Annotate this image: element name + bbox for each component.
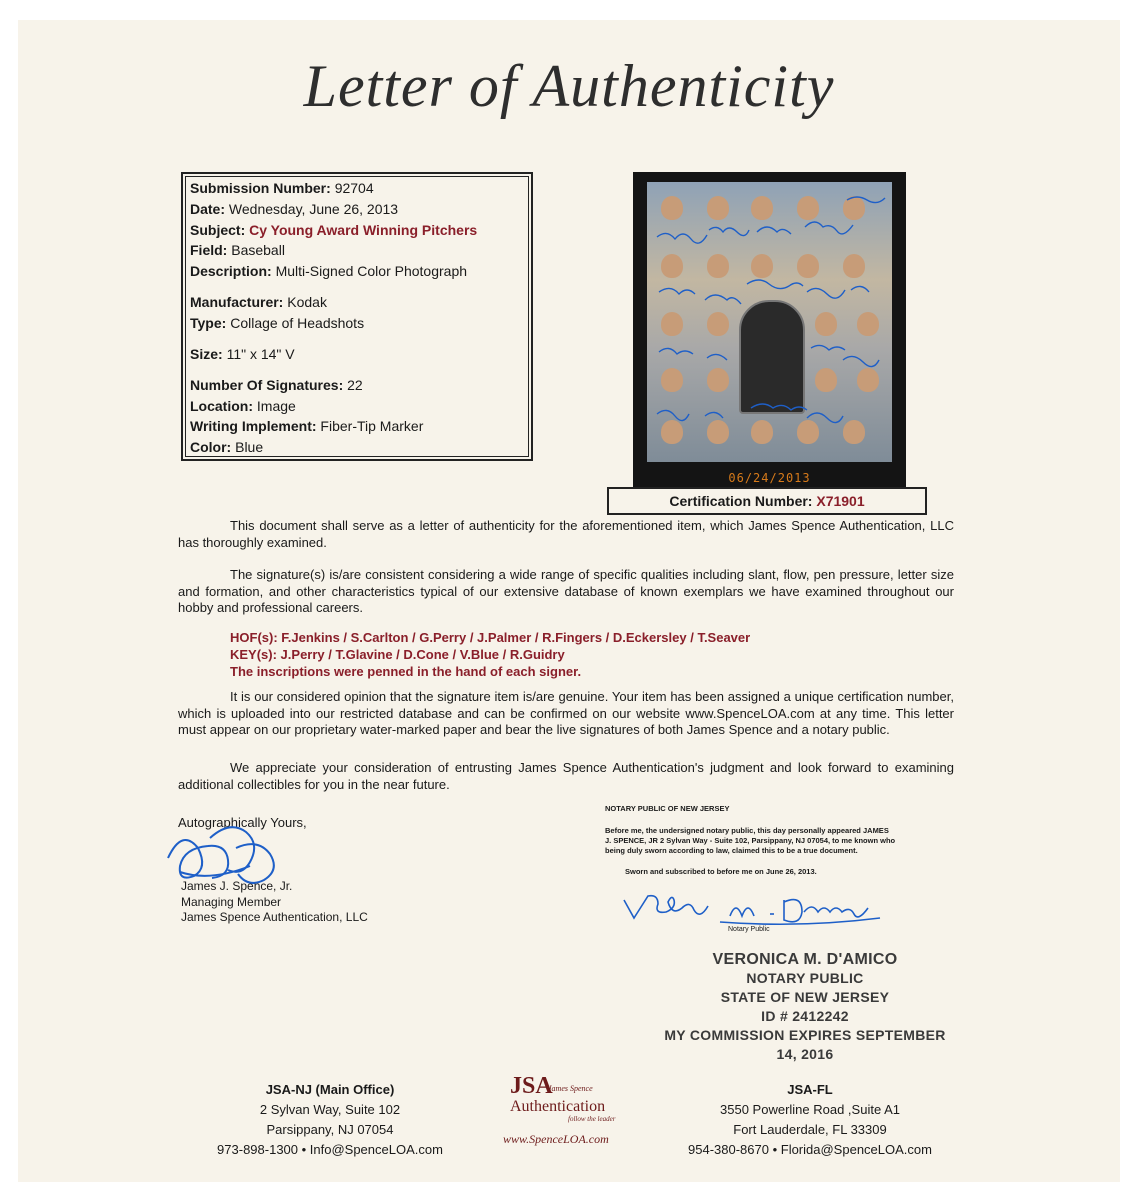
footer-nj-contact: 973-898-1300 • Info@SpenceLOA.com — [217, 1142, 443, 1157]
info-row-description: Description: Multi-Signed Color Photograph — [190, 263, 468, 279]
notary-heading: NOTARY PUBLIC OF NEW JERSEY — [605, 804, 730, 813]
info-row-submission-number: Submission Number: 92704 — [190, 180, 374, 196]
notary-stamp-state: STATE OF NEW JERSEY — [720, 989, 890, 1005]
notary-stamp-name: VERONICA M. D'AMICO — [712, 951, 898, 968]
notary-stamp-expiry: MY COMMISSION EXPIRES SEPTEMBER 14, 2016 — [664, 1027, 946, 1062]
inscriptions-note: The inscriptions were penned in the hand of each signer. — [230, 664, 582, 679]
autograph-inscriptions — [647, 182, 892, 462]
signer-details — [181, 879, 368, 926]
footer-fl-office — [680, 1080, 940, 1160]
jsa-logo — [488, 1074, 638, 1146]
notary-signature — [620, 888, 890, 930]
info-row-manufacturer: Manufacturer: Kodak — [190, 294, 327, 310]
page-title: Letter of Authenticity — [303, 53, 835, 119]
signer-role: Managing Member — [181, 894, 282, 909]
footer-nj-line1: 2 Sylvan Way, Suite 102 — [259, 1102, 401, 1117]
notary-statement: Before me, the undersigned notary public, this day personally appeared JAMES J. SPENCE, JR 2 Sylvan Way - Suite 102, Parsippany, NJ 07054, to me known who being duly sworn according to law, claimed this to be a true document. — [605, 826, 896, 855]
key-list: KEY(s): J.Perry / T.Glavine / D.Cone / V.Blue / R.Guidry — [230, 647, 565, 662]
footer-nj-line2: Parsippany, NJ 07054 — [266, 1122, 394, 1137]
notary-sworn-line: Sworn and subscribed to before me on June 26, 2013. — [625, 867, 817, 876]
photo-date-stamp: 06/24/2013 — [728, 471, 811, 485]
info-row-writing-implement: Writing Implement: Fiber-Tip Marker — [190, 418, 424, 434]
jsa-logo-website: www.SpenceLOA.com — [503, 1132, 609, 1146]
jsa-logo-auth: Authentication — [510, 1098, 606, 1115]
submission-info-inner — [185, 176, 529, 457]
info-row-date: Date: Wednesday, June 26, 2013 — [190, 201, 399, 217]
info-row-color: Color: Blue — [190, 439, 264, 455]
footer-fl-line1: 3550 Powerline Road ,Suite A1 — [720, 1102, 900, 1117]
notary-stamp-title: NOTARY PUBLIC — [746, 970, 864, 986]
headshot-collage — [647, 182, 892, 462]
info-row-type: Type: Collage of Headshots — [190, 315, 365, 331]
info-row-subject: Subject: Cy Young Award Winning Pitchers — [190, 222, 478, 238]
hof-list: HOF(s): F.Jenkins / S.Carlton / G.Perry / J.Palmer / R.Fingers / D.Eckersley / T.Seaver — [230, 630, 751, 645]
footer-fl-title: JSA-FL — [787, 1082, 833, 1097]
signoff-closing: Autographically Yours, — [178, 815, 307, 830]
item-photo — [633, 172, 906, 487]
signer-company: James Spence Authentication, LLC — [181, 910, 368, 924]
paragraph-opinion: It is our considered opinion that the signature item is/are genuine. Your item has been assigned a unique certification number, which is uploaded into our restricted database and can be confirmed on our website www.SpenceLOA.com at any time. This letter must appear on our proprietary water-marked paper and bear the live signatures of both James Spence and a notary public. — [178, 689, 954, 737]
submission-info-box — [181, 172, 533, 461]
info-row-size: Size: 11" x 14" V — [190, 346, 295, 362]
jsa-logo-tagline: follow the leader — [568, 1115, 616, 1123]
paragraph-intro: This document shall serve as a letter of authenticity for the aforementioned item, which James Spence Authentication, LLC has thoroughly examined. — [178, 518, 954, 550]
jsa-logo-sub: James Spence — [548, 1084, 593, 1093]
jsa-logo-main: JSA — [510, 1073, 553, 1099]
footer-nj-title: JSA-NJ (Main Office) — [265, 1082, 395, 1097]
info-row-field: Field: Baseball — [190, 242, 285, 258]
footer-fl-line2: Fort Lauderdale, FL 33309 — [733, 1122, 887, 1137]
notary-public-caption: Notary Public — [728, 926, 770, 933]
info-row-number-of-signatures: Number Of Signatures: 22 — [190, 377, 363, 393]
paragraph-signatures: The signature(s) is/are consistent considering a wide range of specific qualities including slant, flow, pen pressure, letter size and formation, and other characteristics typical of our extensive database of known exemplars we have examined throughout our hobby and professional careers. — [178, 567, 954, 615]
footer-nj-office — [200, 1080, 460, 1160]
notary-stamp — [655, 950, 955, 1064]
footer-fl-contact: 954-380-8670 • Florida@SpenceLOA.com — [688, 1142, 932, 1157]
info-row-location: Location: Image — [190, 398, 296, 414]
signer-name: James J. Spence, Jr. — [181, 879, 293, 893]
notary-stamp-id: ID # 2412242 — [761, 1008, 849, 1024]
certification-number-box: Certification Number: X71901 — [607, 487, 927, 515]
paragraph-closing: We appreciate your consideration of entrusting James Spence Authentication's judgment and look forward to examining additional collectibles for you in the near future. — [178, 760, 954, 792]
